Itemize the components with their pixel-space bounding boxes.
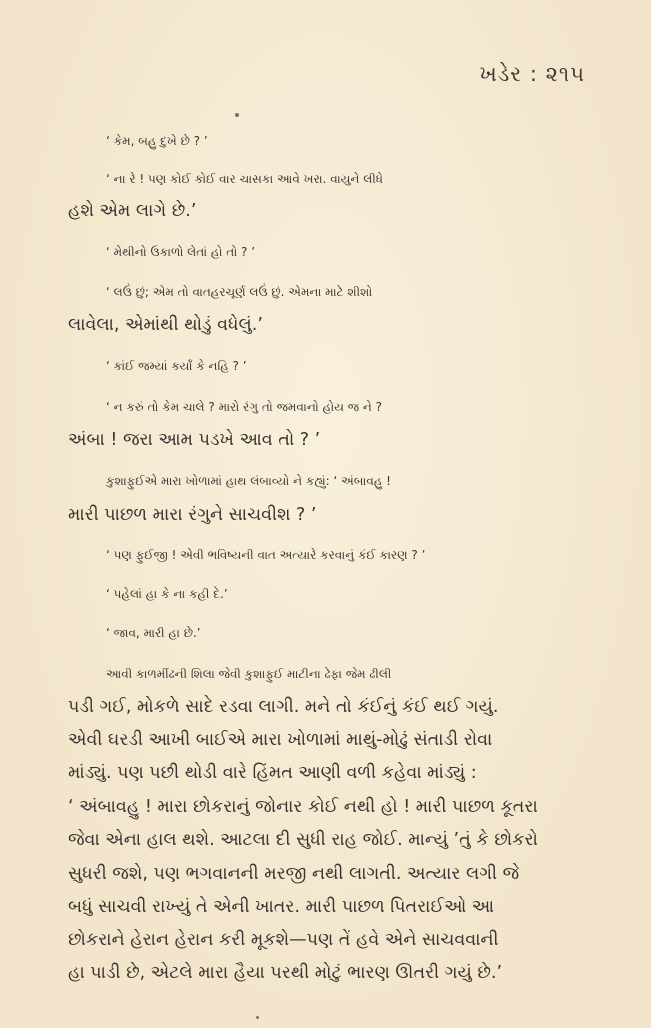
text-line: બધું સાચવી રાખ્યું તે એની ખાતર. મારી પાછળ પિતરાઈઓ આ: [68, 897, 495, 917]
text-line: પડી ગઈ, મોકળે સાદે રડવા લાગી. મને તો કંઈનું કંઈ થઈ ગયું.: [68, 697, 499, 717]
text-line: અંબા ! જરા આમ પડખે આવ તો ? ’: [68, 430, 321, 450]
text-line: છોકરાને હેરાન હેરાન કરી મૂકશે—પણ તેં હવે એને સાચવવાની: [68, 930, 499, 950]
text-line: ‘ પણ ફુઈજી ! એવી ભવિષ્યની વાત અત્યારે કરવાનું કંઈ કારણ ? ’: [106, 548, 426, 562]
text-line: હશે એમ લાગે છે.’: [68, 201, 197, 221]
text-line: એવી ઘરડી આખી બાઈએ મારા ખોળામાં માથું-મોઢું સંતાડી રોવા: [68, 730, 493, 750]
text-line: ‘ લઉં છું; એમ તો વાતહરચૂર્ણ લઉં છું. એમના માટે શીશો: [106, 285, 373, 299]
text-line: કુશાફુઈએ મારા ખોળામાં હાથ લંબાવ્યો ને કહ્યું: ‘ અંબાવહુ !: [106, 474, 391, 488]
text-line: ‘ પહેલાં હા કે ના કહી દે.’: [106, 587, 228, 601]
text-line: હા પાડી છે, એટલે મારા હૈયા પરથી મોટું ભારણ ઊતરી ગયું છે.’: [68, 963, 503, 983]
ink-speck: [235, 113, 239, 117]
text-line: ‘ ના રે ! પણ કોઈ કોઈ વાર ચાસકા આવે ખરા. વાયુને લીધે: [106, 172, 383, 186]
text-line: જેવા એના હાલ થશે. આટલા દી સુધી રાહ જોઈ. માન્યું ’તું કે છોકરો: [68, 830, 538, 850]
text-line: ‘ મેથીનો ઉકાળો લેતાં હો તો ? ’: [106, 245, 256, 259]
text-line: ‘ ન કરું તો કેમ ચાલે ? મારો રંગુ તો જમવાનો હોય જ ને ?: [106, 400, 383, 414]
page-header: ખડેર : ૨૧૫: [479, 62, 585, 86]
text-line: લાવેલા, એમાંથી થોડું વધેલું.’: [68, 315, 263, 335]
text-line: આવી કાળમીંઢની શિલા જેવી કુશાફુઈ માટીના ઢેફા જેમ ઢીલી: [106, 667, 392, 681]
text-line: ‘ કાંઈ જમ્યાં કર્યાં કે નહિ ? ’: [106, 359, 247, 373]
ink-speck: [256, 1016, 259, 1019]
text-line: મારી પાછળ મારા રંગુને સાચવીશ ? ’: [68, 505, 317, 525]
text-line: સુધરી જશે, પણ ભગવાનની મરજી નથી લાગતી. અત્યાર લગી જે: [68, 864, 520, 884]
text-line: ‘ અંબાવહુ ! મારા છોકરાનું જોનાર કોઈ નથી હો ! મારી પાછળ કૂતરા: [68, 797, 538, 817]
text-line: ‘ જાવ, મારી હા છે.’: [106, 626, 201, 640]
text-line: માંડ્યું. પણ પછી થોડી વારે હિંમત આણી વળી કહેવા માંડ્યું :: [68, 763, 477, 783]
text-line: ‘ કેમ, બહુ દુખે છે ? ’: [106, 134, 208, 148]
